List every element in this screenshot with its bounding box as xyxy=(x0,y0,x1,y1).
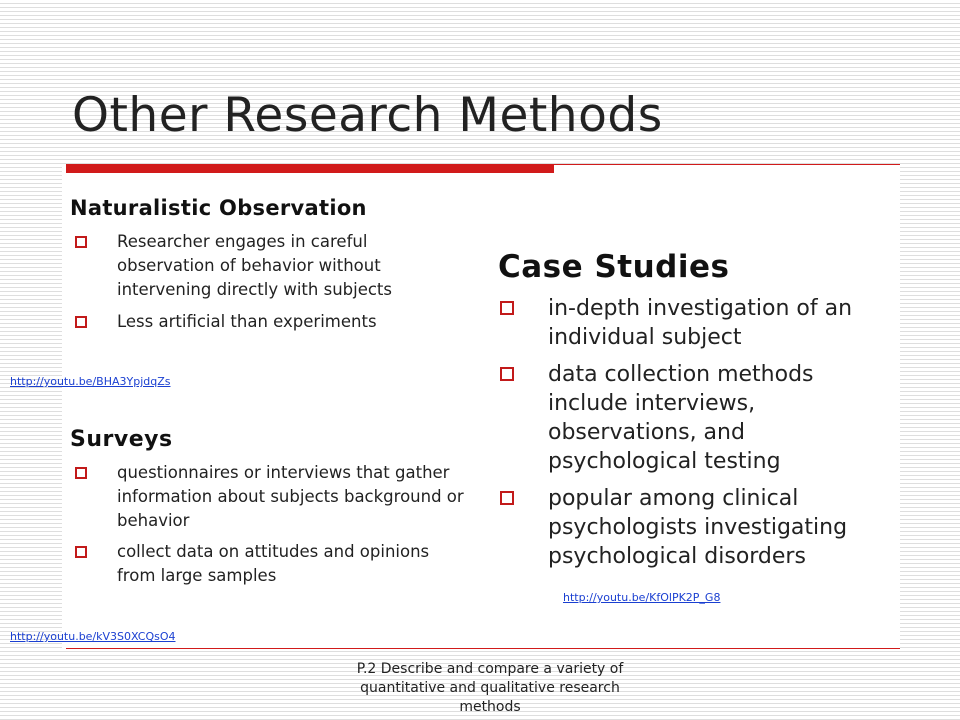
bullet-text: Less artificial than experiments xyxy=(117,312,377,331)
square-bullet-icon xyxy=(75,236,87,248)
surveys-heading: Surveys xyxy=(70,427,173,452)
surveys-video-link[interactable]: http://youtu.be/kV3S0XCQsO4 xyxy=(10,630,176,643)
list-item xyxy=(70,540,470,588)
list-item xyxy=(498,360,898,476)
bullet-text: in-depth investigation of an individual subject xyxy=(548,296,853,350)
bullet-text: popular among clinical psychologists investigating psychological disorders xyxy=(548,486,848,569)
list-item xyxy=(70,461,470,533)
case-studies-heading: Case Studies xyxy=(498,249,730,285)
naturalistic-observation-section xyxy=(70,194,470,342)
square-bullet-icon xyxy=(75,546,87,558)
case-studies-bullet-list xyxy=(498,294,898,571)
square-bullet-icon xyxy=(75,467,87,479)
bullet-text: questionnaires or interviews that gather information about subjects background or behavior xyxy=(117,463,464,530)
case-studies-section xyxy=(498,248,898,579)
title-underline-thin xyxy=(554,164,900,165)
bullet-text: collect data on attitudes and opinions from large samples xyxy=(117,542,430,585)
naturalistic-video-link[interactable]: http://youtu.be/BHA3YpjdqZs xyxy=(10,375,171,388)
slide-title: Other Research Methods xyxy=(72,88,663,143)
bullet-text: data collection methods include interviews, observations, and psychological testing xyxy=(548,362,814,474)
square-bullet-icon xyxy=(500,367,514,381)
list-item xyxy=(70,310,470,334)
square-bullet-icon xyxy=(500,301,514,315)
naturalistic-bullet-list xyxy=(70,230,470,334)
footer-objective-text: P.2 Describe and compare a variety of quantitative and qualitative research methods xyxy=(356,661,624,715)
list-item xyxy=(498,484,898,571)
list-item xyxy=(498,294,898,352)
square-bullet-icon xyxy=(75,316,87,328)
bullet-text: Researcher engages in careful observation of behavior without intervening directly with subjects xyxy=(117,232,392,299)
naturalistic-observation-heading: Naturalistic Observation xyxy=(70,196,367,220)
case-studies-video-link[interactable]: http://youtu.be/KfOlPK2P_G8 xyxy=(563,591,721,604)
square-bullet-icon xyxy=(500,491,514,505)
title-underline-thick xyxy=(66,164,554,173)
surveys-section xyxy=(70,425,470,595)
surveys-bullet-list xyxy=(70,461,470,588)
list-item xyxy=(70,230,470,302)
footer-divider xyxy=(66,648,900,649)
